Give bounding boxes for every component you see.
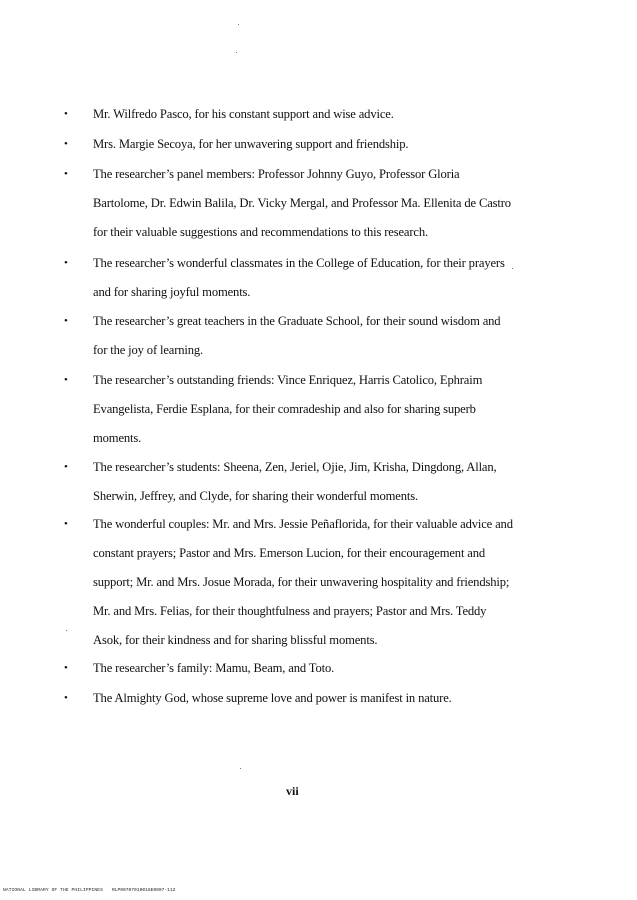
acknowledgment-text: Mr. Wilfredo Pasco, for his constant support and wise advice. <box>93 107 394 121</box>
bullet-icon: • <box>64 168 68 180</box>
acknowledgment-text: The wonderful couples: Mr. and Mrs. Jessie Peñaflorida, for their valuable advice and constant prayers; Pastor and Mrs. Emerson Lucion, for their encouragement and support; Mr. and Mrs. Josue Morada, for their unwavering hospitality and friendship; Mr. and Mrs. Felias, for their thoughtfulness and prayers; Pastor and Mrs. Teddy Asok, for their kindness and for sharing blissful moments. <box>93 517 513 647</box>
scan-speck <box>236 52 237 53</box>
page-number: vii <box>286 784 299 798</box>
acknowledgment-text: The researcher’s panel members: Professor Johnny Guyo, Professor Gloria Bartolome, Dr. Edwin Balila, Dr. Vicky Mergal, and Professor Ma. Ellenita de Castro for their valuable suggestions and recommendations to this research. <box>93 167 511 239</box>
acknowledgment-text: The researcher’s outstanding friends: Vince Enriquez, Harris Catolico, Ephraim Evangelista, Ferdie Esplana, for their comradeship and also for sharing superb moments. <box>93 373 483 445</box>
bullet-icon: • <box>64 662 68 674</box>
acknowledgment-text: The Almighty God, whose supreme love and power is manifest in nature. <box>93 691 452 705</box>
scan-speck <box>238 24 239 25</box>
bullet-icon: • <box>64 315 68 327</box>
footer-library: NATIONAL LIBRARY OF THE PHILIPPINES <box>3 888 103 893</box>
scan-speck <box>240 768 241 769</box>
bullet-icon: • <box>64 108 68 120</box>
acknowledgment-text: The researcher’s great teachers in the Graduate School, for their sound wisdom and for the joy of learning. <box>93 314 501 357</box>
acknowledgment-text: The researcher’s wonderful classmates in the College of Education, for their prayers and for sharing joyful moments. <box>93 256 505 299</box>
bullet-icon: • <box>64 257 68 269</box>
bullet-icon: • <box>64 461 68 473</box>
bullet-icon: • <box>64 138 68 150</box>
bullet-icon: • <box>64 692 68 704</box>
acknowledgment-text: The researcher’s family: Mamu, Beam, and Toto. <box>93 661 335 675</box>
scan-speck <box>66 630 67 631</box>
acknowledgment-text: Mrs. Margie Secoya, for her unwavering support and friendship. <box>93 137 409 151</box>
acknowledgment-text: The researcher’s students: Sheena, Zen, Jeriel, Ojie, Jim, Krisha, Dingdong, Allan, Sherwin, Jeffrey, and Clyde, for sharing their wonderful moments. <box>93 460 497 503</box>
bullet-icon: • <box>64 518 68 530</box>
scan-speck <box>512 268 513 269</box>
bullet-icon: • <box>64 374 68 386</box>
footer-code: RLP00707010016E0007-112 <box>112 888 176 893</box>
